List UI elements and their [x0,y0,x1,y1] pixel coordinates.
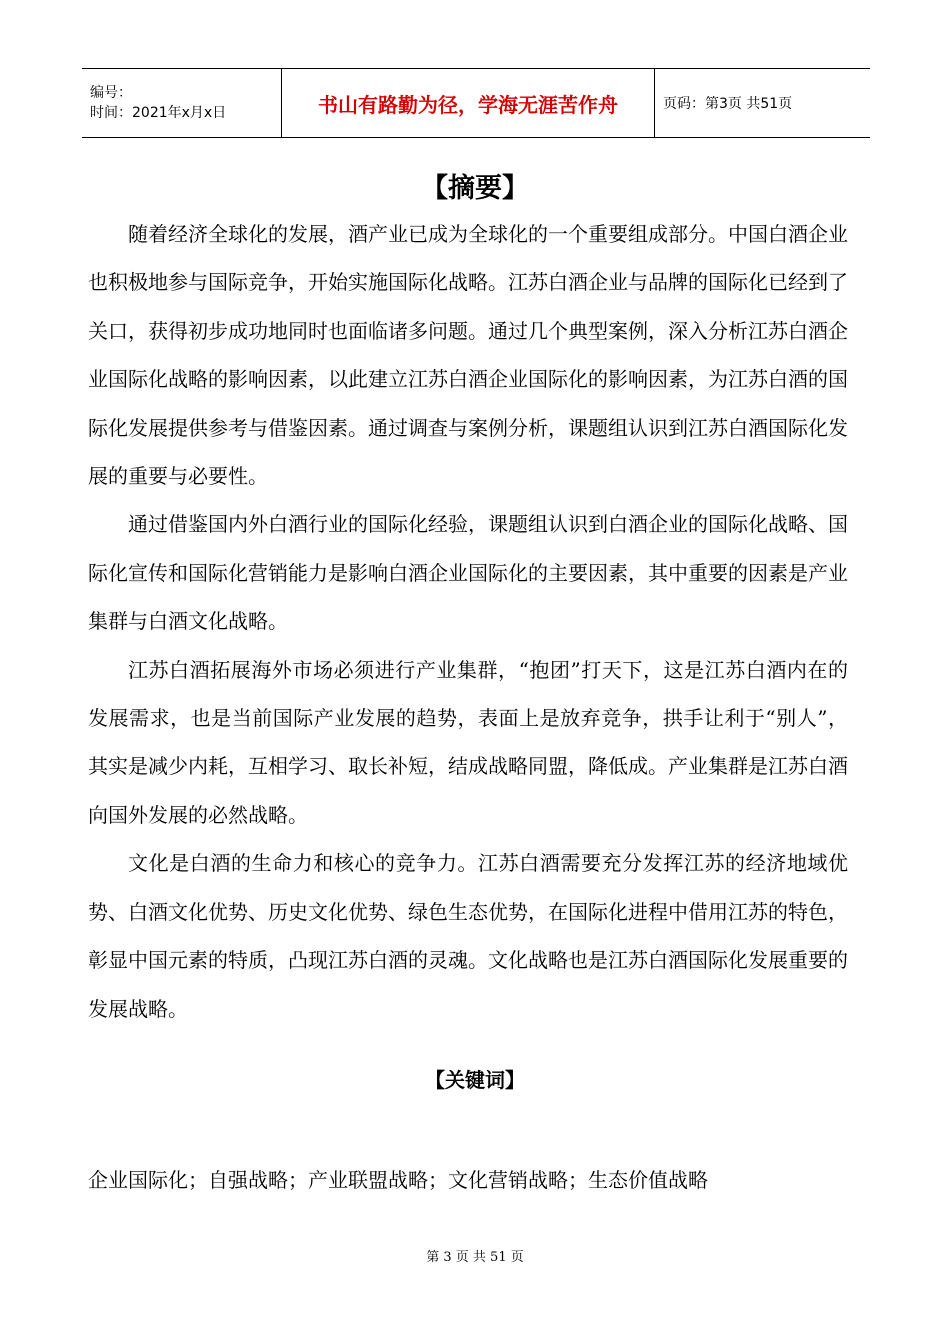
keywords-title: 【关键词】 [425,1068,525,1092]
header-motto [282,69,655,137]
abstract-paragraph-3: 江苏白酒拓展海外市场必须进行产业集群，“抱团”打天下，这是江苏白酒内在的发展需求，也是当前国际产业发展的趋势，表面上是放弃竞争，拱手让利于“别人”，其实是减少内耗，互相学习、取长补短，结成战略同盟，降低成。产业集群是江苏白酒向国外发展的必然战略。 [88,657,848,827]
time-label: 时间：2021年x月x日 [90,105,227,121]
abstract-paragraph-4: 文化是白酒的生命力和核心的竞争力。江苏白酒需要充分发挥江苏的经济地域优势、白酒文化优势、历史文化优势、绿色生态优势，在国际化进程中借用江苏的特色，彰显中国元素的特质，凸现江苏白酒的灵魂。文化战略也是江苏白酒国际化发展重要的发展战略。 [88,851,848,1021]
keywords-text: 企业国际化；自强战略；产业联盟战略；文化营销战略；生态价值战略 [88,1168,708,1192]
header-page-code [655,69,870,137]
abstract-title: 【摘要】 [421,173,529,204]
page-footer: 第 3 页 共 51 页 [426,1250,524,1265]
number-label: 编号： [90,85,132,101]
abstract-paragraph-1: 随着经济全球化的发展，酒产业已成为全球化的一个重要组成部分。中国白酒企业也积极地参与国际竞争，开始实施国际化战略。江苏白酒企业与品牌的国际化已经到了关口，获得初步成功地同时也面临诸多问题。通过几个典型案例，深入分析江苏白酒企业国际化战略的影响因素，以此建立江苏白酒企业国际化的影响因素，为江苏白酒的国际化发展提供参考与借鉴因素。通过调查与案例分析，课题组认识到江苏白酒国际化发展的重要与必要性。 [88,222,848,489]
abstract-body [88,210,848,1033]
header-meta [82,69,282,137]
page-code-text: 页码：第3页 共51页 [663,96,793,112]
abstract-paragraph-2: 通过借鉴国内外白酒行业的国际化经验，课题组认识到白酒企业的国际化战略、国际化宣传和国际化营销能力是影响白酒企业国际化的主要因素，其中重要的因素是产业集群与白酒文化战略。 [88,512,848,634]
motto-text: 书山有路勤为径，学海无涯苦作舟 [318,92,618,117]
document-header [82,68,870,138]
